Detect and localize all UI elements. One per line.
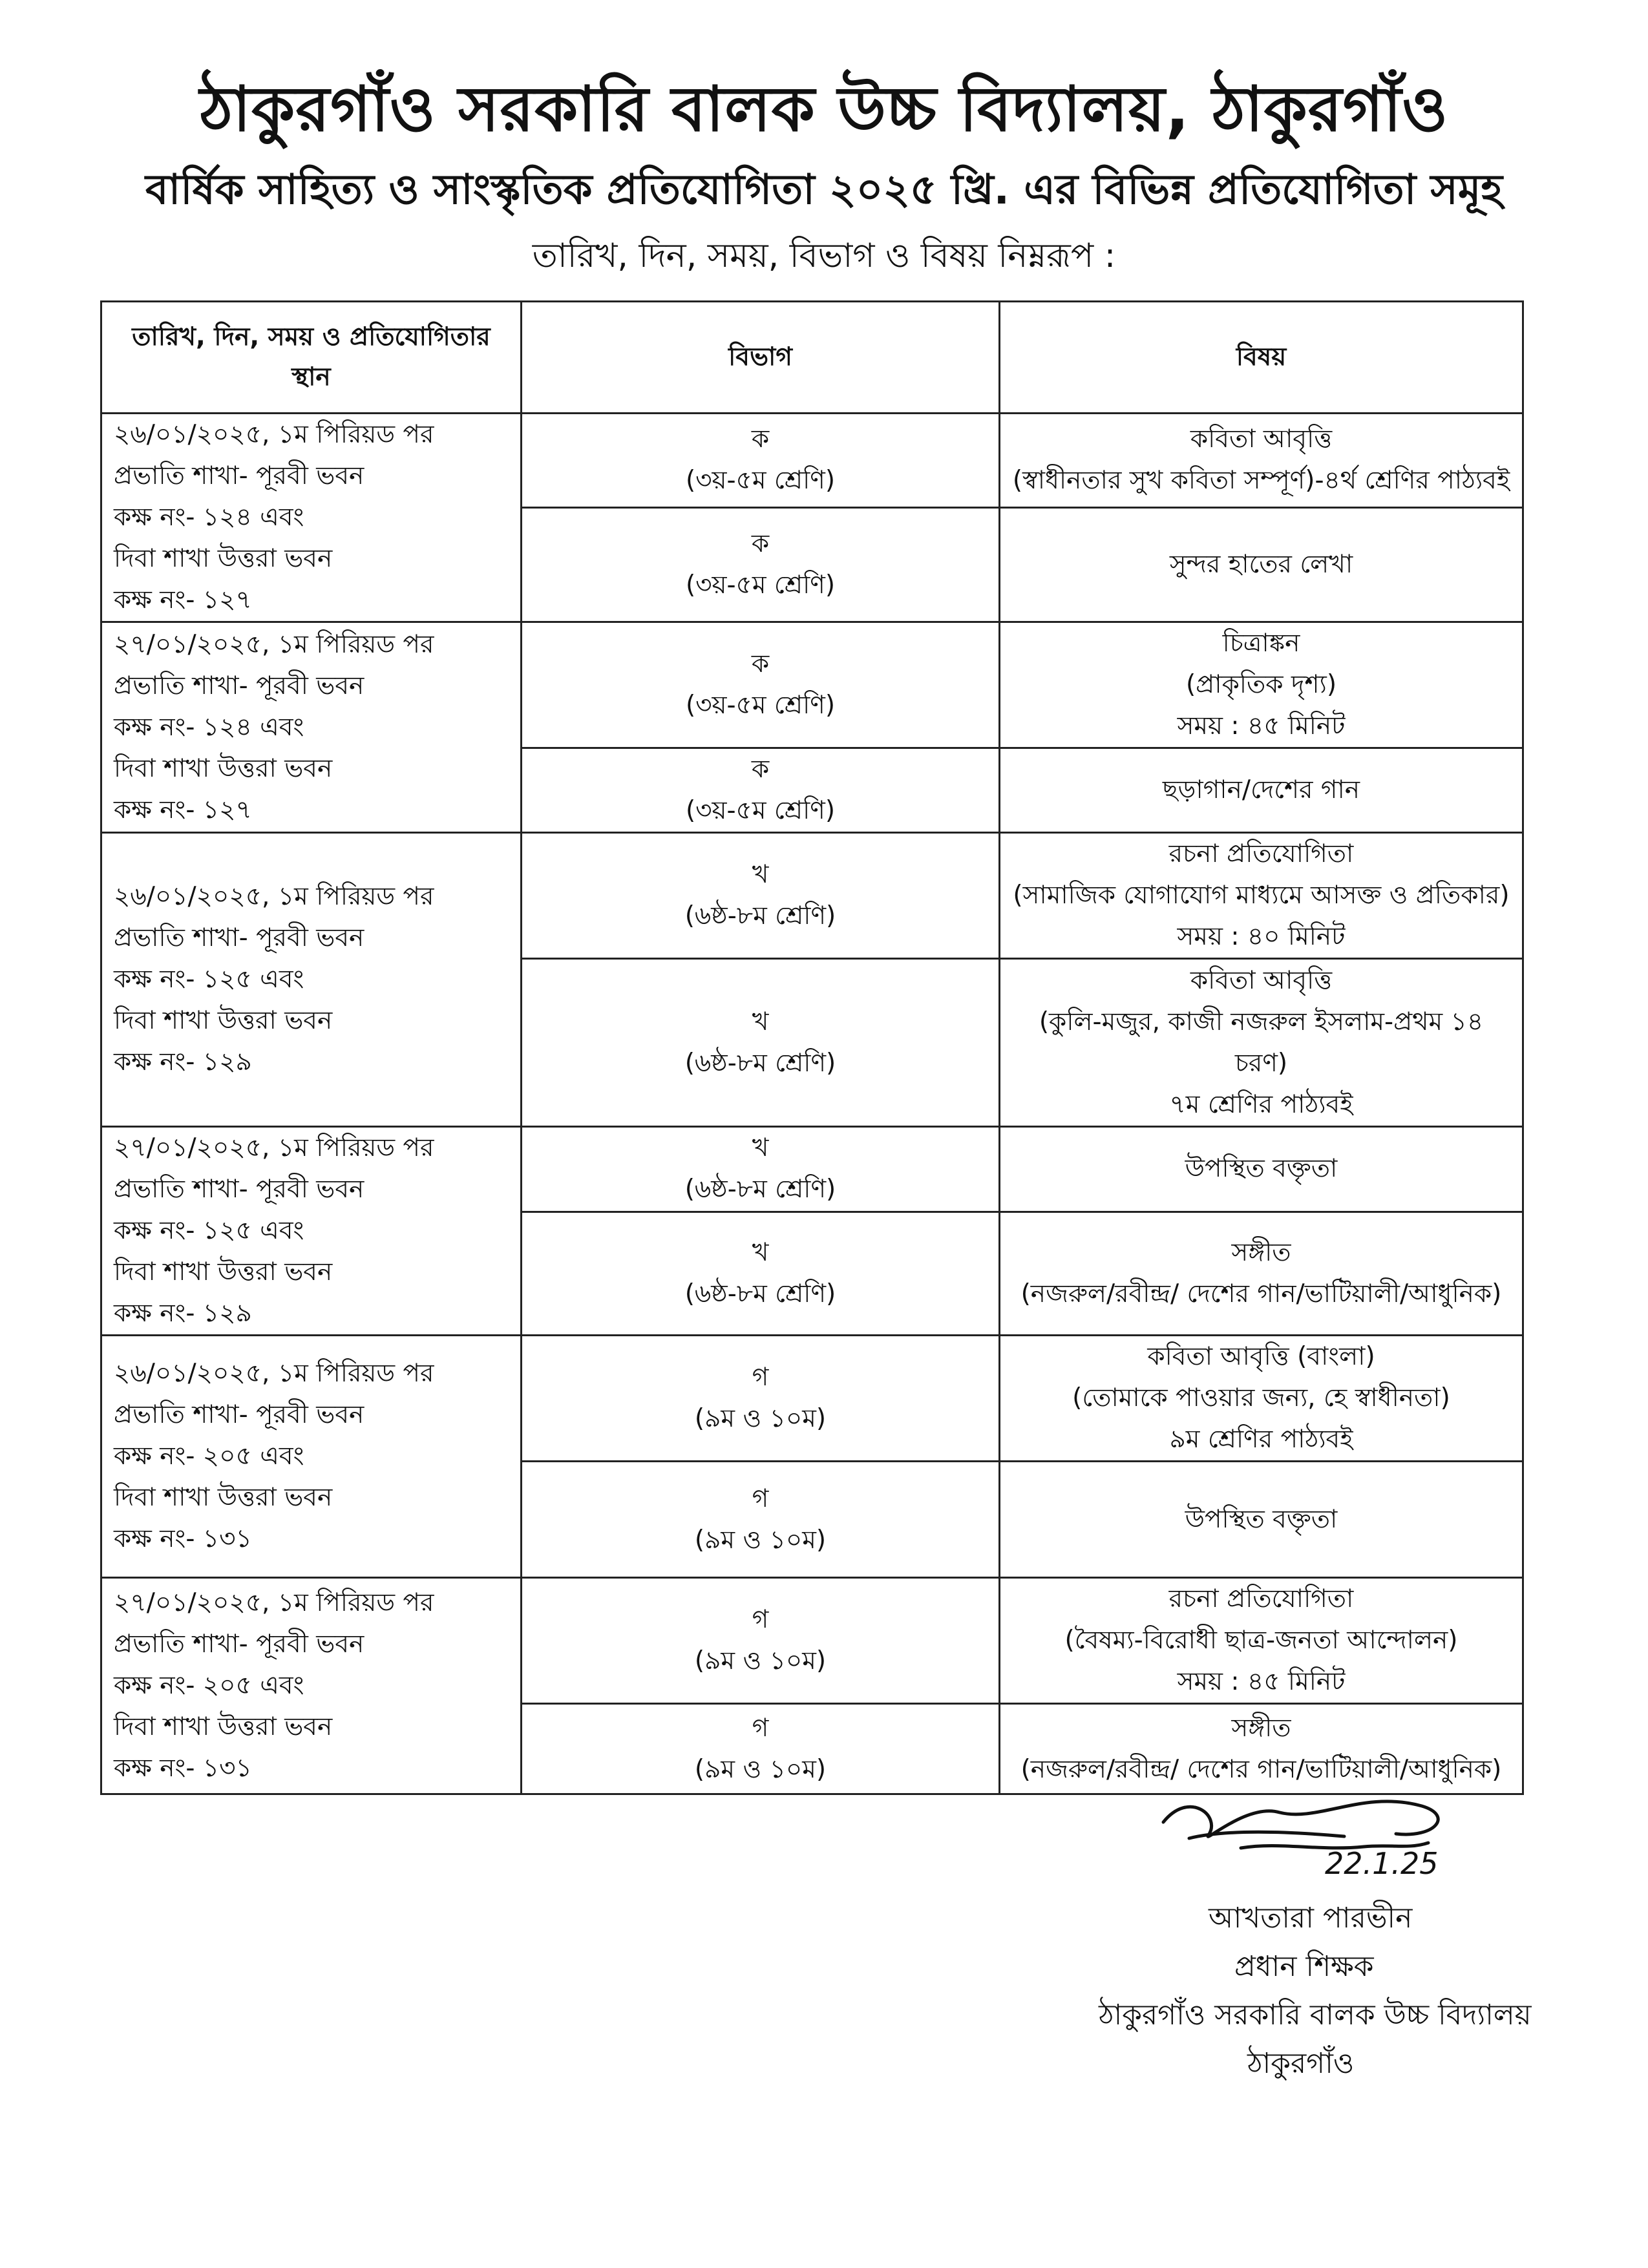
division-line: ক bbox=[751, 649, 770, 678]
subject-line: কবিতা আবৃত্তি bbox=[1190, 965, 1333, 995]
subject-cell bbox=[1000, 414, 1523, 508]
place-line: কক্ষ নং- ১২৫ এবং bbox=[114, 965, 304, 994]
document-subheading: তারিখ, দিন, সময়, বিভাগ ও বিষয় নিম্নরূপ : bbox=[532, 236, 1116, 275]
division-cell bbox=[522, 833, 1000, 959]
table-row bbox=[101, 414, 1523, 508]
division-line: (৯ম ও ১০ম) bbox=[694, 1404, 827, 1433]
signature-date: 22.1.25 bbox=[1325, 1846, 1439, 1880]
place-line: দিবা শাখা উত্তরা ভবন bbox=[114, 1712, 333, 1741]
table-row bbox=[101, 622, 1523, 748]
subject-line: (নজরুল/রবীন্দ্র/ দেশের গান/ভাটিয়ালী/আধুনিক) bbox=[1020, 1754, 1502, 1784]
division-line: (৬ষ্ঠ-৮ম শ্রেণি) bbox=[684, 1048, 836, 1078]
subject-line: ছড়াগান/দেশের গান bbox=[1162, 775, 1360, 804]
place-line: কক্ষ নং- ২০৫ এবং bbox=[114, 1442, 304, 1471]
subject-line: কবিতা আবৃত্তি (বাংলা) bbox=[1147, 1342, 1375, 1371]
division-line: ক bbox=[751, 755, 770, 784]
place-line: ২৬/০১/২০২৫, ১ম পিরিয়ড পর bbox=[114, 420, 434, 449]
subject-line: চিত্রাঙ্কন bbox=[1222, 629, 1300, 658]
place-line: দিবা শাখা উত্তরা ভবন bbox=[114, 1006, 333, 1035]
place-line: প্রভাতি শাখা- পূরবী ভবন bbox=[114, 671, 364, 700]
subject-cell bbox=[1000, 507, 1523, 622]
division-line: খ bbox=[752, 1007, 769, 1036]
subject-line: সময় : ৪৫ মিনিট bbox=[1177, 711, 1346, 740]
subject-cell bbox=[1000, 833, 1523, 959]
signatory-place: ঠাকুরগাঁও bbox=[1247, 2047, 1355, 2080]
place-line: ২৬/০১/২০২৫, ১ম পিরিয়ড পর bbox=[114, 1359, 434, 1388]
division-cell bbox=[522, 1127, 1000, 1212]
subject-line: (নজরুল/রবীন্দ্র/ দেশের গান/ভাটিয়ালী/আধুনিক) bbox=[1020, 1279, 1502, 1308]
division-cell bbox=[522, 959, 1000, 1127]
header-place: তারিখ, দিন, সময় ও প্রতিযোগিতার স্থান bbox=[101, 302, 522, 414]
place-line: কক্ষ নং- ১৩১ bbox=[114, 1754, 252, 1783]
place-line: দিবা শাখা উত্তরা ভবন bbox=[114, 1483, 333, 1512]
place-line: ২৬/০১/২০২৫, ১ম পিরিয়ড পর bbox=[114, 882, 434, 911]
schedule-body bbox=[101, 414, 1523, 1794]
signatory-name: আখতারা পারভীন bbox=[1209, 1902, 1413, 1935]
subject-cell bbox=[1000, 1336, 1523, 1462]
signatory-designation: প্রধান শিক্ষক bbox=[1234, 1950, 1374, 1983]
subject-line: ৯ম শ্রেণির পাঠ্যবই bbox=[1169, 1425, 1353, 1454]
place-line: প্রভাতি শাখা- পূরবী ভবন bbox=[114, 1175, 364, 1204]
division-line: (৩য়-৫ম শ্রেণি) bbox=[685, 691, 836, 720]
place-line: প্রভাতি শাখা- পূরবী ভবন bbox=[114, 923, 364, 952]
division-cell bbox=[522, 622, 1000, 748]
place-line: ২৭/০১/২০২৫, ১ম পিরিয়ড পর bbox=[114, 629, 434, 659]
subject-cell bbox=[1000, 959, 1523, 1127]
table-row bbox=[101, 833, 1523, 959]
place-line: কক্ষ নং- ২০৫ এবং bbox=[114, 1671, 304, 1700]
subject-line: উপস্থিত বক্তৃতা bbox=[1185, 1154, 1338, 1184]
place-cell bbox=[101, 1336, 522, 1578]
division-cell bbox=[522, 1704, 1000, 1794]
place-line: কক্ষ নং- ১২৪ এবং bbox=[114, 712, 304, 742]
division-line: (৯ম ও ১০ম) bbox=[694, 1754, 827, 1784]
division-line: গ bbox=[752, 1713, 769, 1743]
place-cell bbox=[101, 833, 522, 1127]
place-cell bbox=[101, 1127, 522, 1336]
subject-line: (সামাজিক যোগাযোগ মাধ্যমে আসক্ত ও প্রতিকার) bbox=[1013, 881, 1510, 910]
place-line: কক্ষ নং- ১২৭ bbox=[114, 585, 252, 614]
division-line: খ bbox=[752, 860, 769, 889]
table-row bbox=[101, 1578, 1523, 1704]
division-line: (৯ম ও ১০ম) bbox=[694, 1525, 827, 1555]
subject-line: সময় : ৪০ মিনিট bbox=[1177, 922, 1346, 951]
place-line: প্রভাতি শাখা- পূরবী ভবন bbox=[114, 1400, 364, 1429]
division-line: (৬ষ্ঠ-৮ম শ্রেণি) bbox=[684, 1175, 836, 1204]
division-cell bbox=[522, 1336, 1000, 1462]
place-line: প্রভাতি শাখা- পূরবী ভবন bbox=[114, 461, 364, 490]
schedule-table bbox=[100, 300, 1524, 1795]
header-subject: বিষয় bbox=[1000, 302, 1523, 414]
subject-line: সুন্দর হাতের লেখা bbox=[1169, 549, 1353, 579]
subject-cell bbox=[1000, 622, 1523, 748]
place-line: কক্ষ নং- ১৩১ bbox=[114, 1524, 252, 1553]
division-line: (৬ষ্ঠ-৮ম শ্রেণি) bbox=[684, 1279, 836, 1308]
division-cell bbox=[522, 1578, 1000, 1704]
place-line: দিবা শাখা উত্তরা ভবন bbox=[114, 753, 333, 783]
division-cell bbox=[522, 507, 1000, 622]
subject-line: (বৈষম্য-বিরোধী ছাত্র-জনতা আন্দোলন) bbox=[1064, 1626, 1458, 1655]
subject-cell bbox=[1000, 1578, 1523, 1704]
place-line: ২৭/০১/২০২৫, ১ম পিরিয়ড পর bbox=[114, 1133, 434, 1162]
division-line: ক bbox=[751, 425, 770, 454]
division-line: (৩য়-৫ম শ্রেণি) bbox=[685, 466, 836, 496]
signatory-school: ঠাকুরগাঁও সরকারি বালক উচ্চ বিদ্যালয় bbox=[1099, 1999, 1532, 2032]
division-line: (৬ষ্ঠ-৮ম শ্রেণি) bbox=[684, 901, 836, 930]
subject-line: রচনা প্রতিযোগিতা bbox=[1168, 1584, 1354, 1613]
document-subtitle: বার্ষিক সাহিত্য ও সাংস্কৃতিক প্রতিযোগিতা ২০২৫ খ্রি. এর বিভিন্ন প্রতিযোগিতা সমূহ bbox=[145, 166, 1503, 214]
subject-cell bbox=[1000, 748, 1523, 833]
table-row bbox=[101, 1127, 1523, 1212]
subject-line: ৭ম শ্রেণির পাঠ্যবই bbox=[1169, 1089, 1353, 1119]
place-line: কক্ষ নং- ১২৫ এবং bbox=[114, 1216, 304, 1245]
division-line: গ bbox=[752, 1605, 769, 1634]
division-line: (৩য়-৫ম শ্রেণি) bbox=[685, 570, 836, 600]
place-cell bbox=[101, 622, 522, 833]
division-cell bbox=[522, 1212, 1000, 1335]
division-cell bbox=[522, 1462, 1000, 1578]
place-line: ২৭/০১/২০২৫, ১ম পিরিয়ড পর bbox=[114, 1588, 434, 1617]
subject-line: সঙ্গীত bbox=[1231, 1713, 1291, 1743]
subject-line: সঙ্গীত bbox=[1231, 1237, 1291, 1267]
place-cell bbox=[101, 414, 522, 622]
division-cell bbox=[522, 748, 1000, 833]
subject-line: রচনা প্রতিযোগিতা bbox=[1168, 839, 1354, 868]
division-line: (৯ম ও ১০ম) bbox=[694, 1646, 827, 1675]
table-header-row bbox=[101, 302, 1523, 414]
division-cell bbox=[522, 414, 1000, 508]
place-line: কক্ষ নং- ১২৭ bbox=[114, 795, 252, 824]
subject-cell bbox=[1000, 1127, 1523, 1212]
division-line: খ bbox=[752, 1133, 769, 1163]
subject-cell bbox=[1000, 1462, 1523, 1578]
subject-line: (তোমাকে পাওয়ার জন্য, হে স্বাধীনতা) bbox=[1072, 1383, 1450, 1412]
division-line: গ bbox=[752, 1363, 769, 1392]
place-line: প্রভাতি শাখা- পূরবী ভবন bbox=[114, 1630, 364, 1659]
subject-cell bbox=[1000, 1212, 1523, 1335]
division-line: গ bbox=[752, 1484, 769, 1513]
subject-line: (প্রাকৃতিক দৃশ্য) bbox=[1185, 670, 1337, 699]
division-line: খ bbox=[752, 1237, 769, 1267]
division-line: ক bbox=[751, 529, 770, 558]
place-line: কক্ষ নং- ১২৯ bbox=[114, 1047, 252, 1076]
subject-line: কবিতা আবৃত্তি bbox=[1190, 425, 1333, 454]
table-row bbox=[101, 1336, 1523, 1462]
place-line: দিবা শাখা উত্তরা ভবন bbox=[114, 1257, 333, 1286]
place-line: দিবা শাখা উত্তরা ভবন bbox=[114, 544, 333, 573]
division-line: (৩য়-৫ম শ্রেণি) bbox=[685, 796, 836, 825]
subject-line: (কুলি-মজুর, কাজী নজরুল ইসলাম-প্রথম ১৪ চরণ) bbox=[1039, 1007, 1484, 1078]
subject-line: সময় : ৪৫ মিনিট bbox=[1177, 1667, 1346, 1696]
subject-line: উপস্থিত বক্তৃতা bbox=[1185, 1504, 1338, 1534]
header-division: বিভাগ bbox=[522, 302, 1000, 414]
place-line: কক্ষ নং- ১২৯ bbox=[114, 1299, 252, 1328]
subject-line: (স্বাধীনতার সুখ কবিতা সম্পূর্ণ)-৪র্থ শ্রেণির পাঠ্যবই bbox=[1012, 466, 1510, 496]
signature-scribble bbox=[1150, 1777, 1486, 1880]
place-cell bbox=[101, 1578, 522, 1794]
document-title: ঠাকুরগাঁও সরকারি বালক উচ্চ বিদ্যালয়, ঠাকুরগাঁও bbox=[200, 73, 1448, 145]
place-line: কক্ষ নং- ১২৪ এবং bbox=[114, 503, 304, 532]
